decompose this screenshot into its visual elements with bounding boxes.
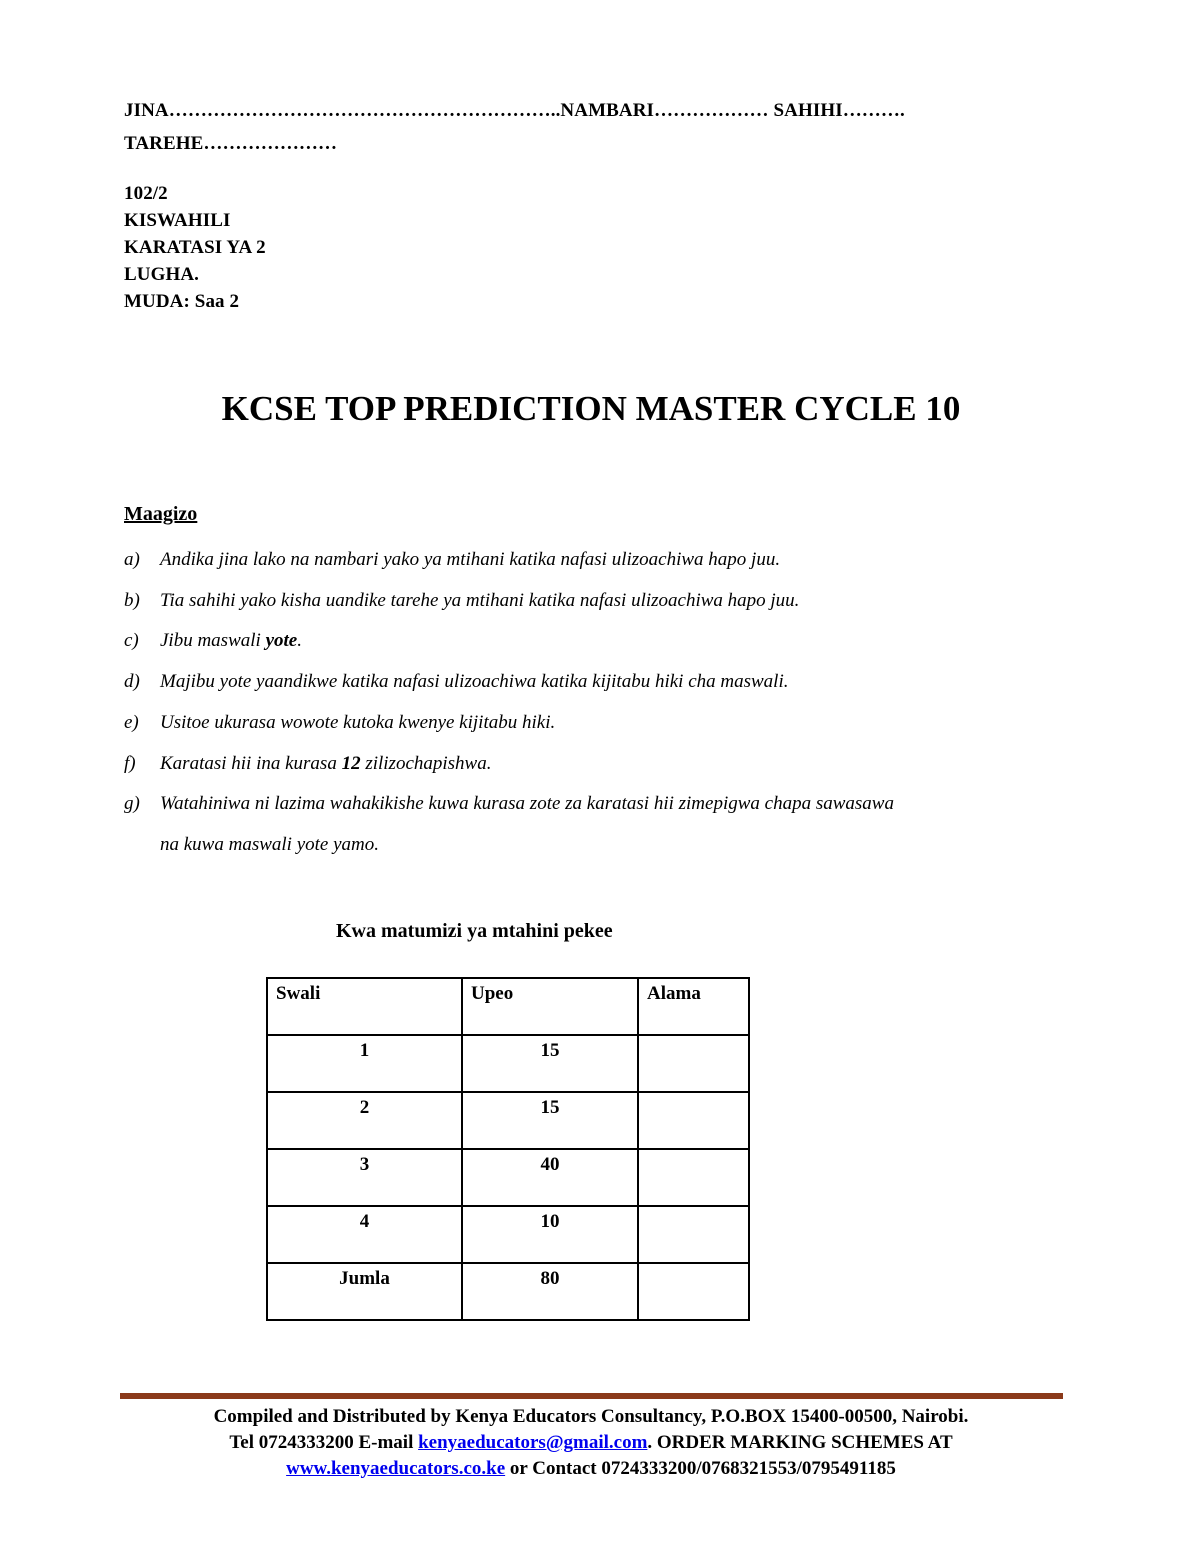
instruction-item (124, 671, 788, 693)
table-total-row (267, 1263, 749, 1320)
duration: MUDA: Saa 2 (124, 291, 240, 312)
table-row (267, 1035, 749, 1092)
cell-upeo: 10 (462, 1206, 638, 1263)
instruction-emphasis: yote (265, 630, 298, 651)
paper-number: KARATASI YA 2 (124, 237, 266, 258)
instruction-text: Usitoe ukurasa wowote kutoka kwenye kijitabu hiki. (160, 712, 556, 733)
instruction-text: Karatasi hii ina kurasa (160, 753, 342, 774)
instruction-item (124, 712, 555, 734)
instruction-item (124, 549, 780, 571)
instruction-label: c) (124, 630, 139, 651)
cell-upeo: 15 (462, 1092, 638, 1149)
instruction-item (124, 630, 302, 652)
header-alama: Alama (638, 978, 749, 1035)
instruction-item (124, 590, 799, 612)
instruction-item (124, 793, 894, 815)
cell-total-alama[interactable] (638, 1263, 749, 1320)
subject-name: KISWAHILI (124, 210, 231, 231)
footer-divider (120, 1393, 1063, 1399)
email-link[interactable]: kenyaeducators@gmail.com (418, 1432, 648, 1453)
table-row (267, 1092, 749, 1149)
instruction-continuation: na kuwa maswali yote yamo. (160, 834, 380, 855)
instruction-label: f) (124, 753, 136, 774)
instruction-text-end: . (297, 630, 302, 651)
instruction-text: Tia sahihi yako kisha uandike tarehe ya mtihani katika nafasi ulizoachiwa hapo juu. (160, 590, 800, 611)
paper-section: LUGHA. (124, 264, 200, 285)
website-link[interactable]: www.kenyaeducators.co.ke (286, 1458, 506, 1479)
instruction-label: e) (124, 712, 139, 733)
date-line: TAREHE………………… (124, 133, 338, 154)
footer-order-text: . ORDER MARKING SCHEMES AT (647, 1432, 953, 1453)
instruction-text: Watahiniwa ni lazima wahakikishe kuwa kurasa zote za karatasi hii zimepigwa chapa sawasawa (160, 793, 894, 814)
footer-line-3 (0, 1458, 1182, 1480)
exam-title: KCSE TOP PREDICTION MASTER CYCLE 10 (221, 389, 961, 428)
instruction-label: a) (124, 549, 140, 570)
instruction-label: g) (124, 793, 140, 814)
instruction-item (124, 753, 491, 775)
cell-swali: 1 (267, 1035, 462, 1092)
instruction-label: b) (124, 590, 140, 611)
instruction-label: d) (124, 671, 140, 692)
instructions-heading: Maagizo (124, 503, 198, 525)
table-row (267, 1149, 749, 1206)
cell-total-upeo: 80 (462, 1263, 638, 1320)
instruction-text: Jibu maswali (160, 630, 266, 651)
header-upeo: Upeo (462, 978, 638, 1035)
cell-swali: 2 (267, 1092, 462, 1149)
cell-upeo: 40 (462, 1149, 638, 1206)
cell-alama[interactable] (638, 1035, 749, 1092)
table-row (267, 1206, 749, 1263)
cell-alama[interactable] (638, 1092, 749, 1149)
header-swali: Swali (267, 978, 462, 1035)
cell-total-label: Jumla (267, 1263, 462, 1320)
candidate-details-line: JINA……………………………………………………..NAMBARI……………… SAHIHI………. (124, 100, 905, 121)
footer-line-2 (0, 1432, 1182, 1454)
cell-swali: 4 (267, 1206, 462, 1263)
paper-code: 102/2 (124, 183, 168, 204)
footer-tel: Tel 0724333200 E-mail (229, 1432, 419, 1453)
table-header-row (267, 978, 749, 1035)
instruction-text: Andika jina lako na nambari yako ya mtihani katika nafasi ulizoachiwa hapo juu. (160, 549, 781, 570)
cell-upeo: 15 (462, 1035, 638, 1092)
footer-line-1: Compiled and Distributed by Kenya Educators Consultancy, P.O.BOX 15400-00500, Nairobi. (213, 1406, 969, 1427)
marks-table (266, 977, 750, 1321)
instruction-text: Majibu yote yaandikwe katika nafasi ulizoachiwa katika kijitabu hiki cha maswali. (160, 671, 789, 692)
instruction-emphasis: 12 (341, 753, 361, 774)
table-caption: Kwa matumizi ya mtahini pekee (336, 920, 613, 942)
cell-swali: 3 (267, 1149, 462, 1206)
instruction-text-end: zilizochapishwa. (360, 753, 492, 774)
cell-alama[interactable] (638, 1149, 749, 1206)
footer-contact: or Contact 0724333200/0768321553/0795491185 (505, 1458, 896, 1479)
cell-alama[interactable] (638, 1206, 749, 1263)
